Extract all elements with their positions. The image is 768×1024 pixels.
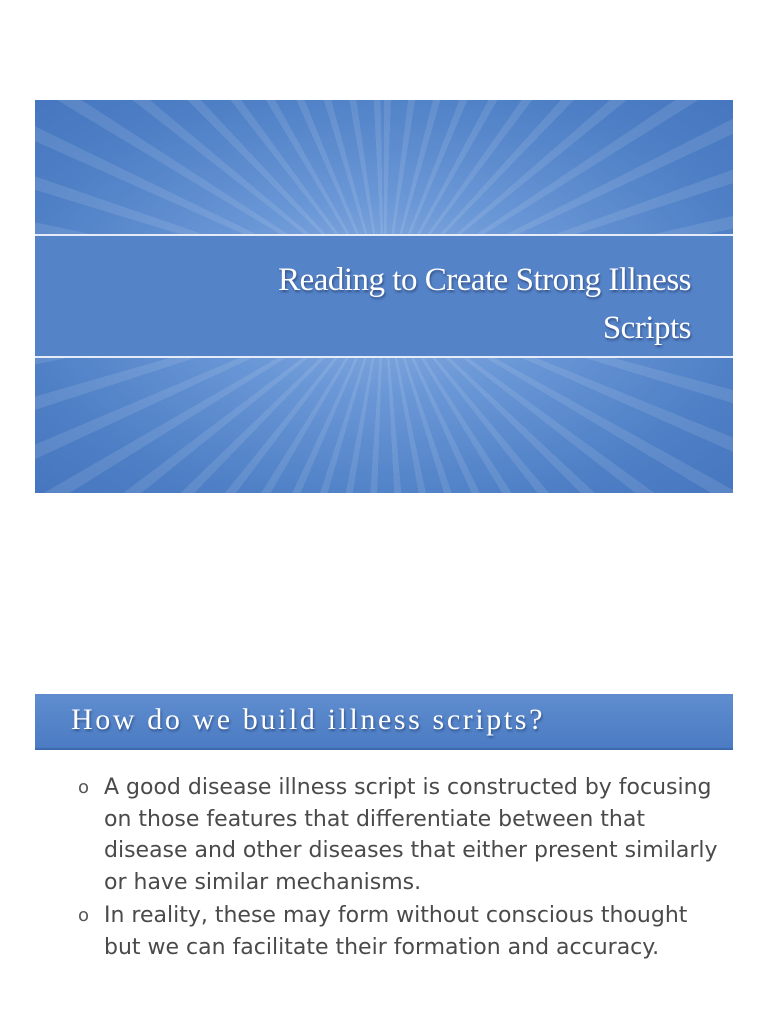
bullet-text: A good disease illness script is constructed by focusing on those features that differentiate between that disease and other diseases that either present similarly or have similar mechanisms.	[104, 775, 718, 895]
title-slide	[35, 100, 733, 493]
content-slide-title: How do we build illness scripts?	[71, 703, 545, 736]
bullet-circle-icon: o	[78, 905, 90, 926]
bullet-item	[78, 772, 718, 898]
slide-title-line-2: Scripts	[602, 310, 691, 346]
bullet-item	[78, 900, 718, 963]
bullet-list	[78, 772, 718, 965]
title-band	[35, 234, 733, 358]
bullet-circle-icon: o	[78, 777, 90, 798]
bullet-text: In reality, these may form without conscious thought but we can facilitate their formation and accuracy.	[104, 903, 688, 960]
slide-title-line-1: Reading to Create Strong Illness	[278, 262, 691, 298]
slide-title	[131, 256, 691, 352]
content-slide-header	[35, 694, 733, 750]
